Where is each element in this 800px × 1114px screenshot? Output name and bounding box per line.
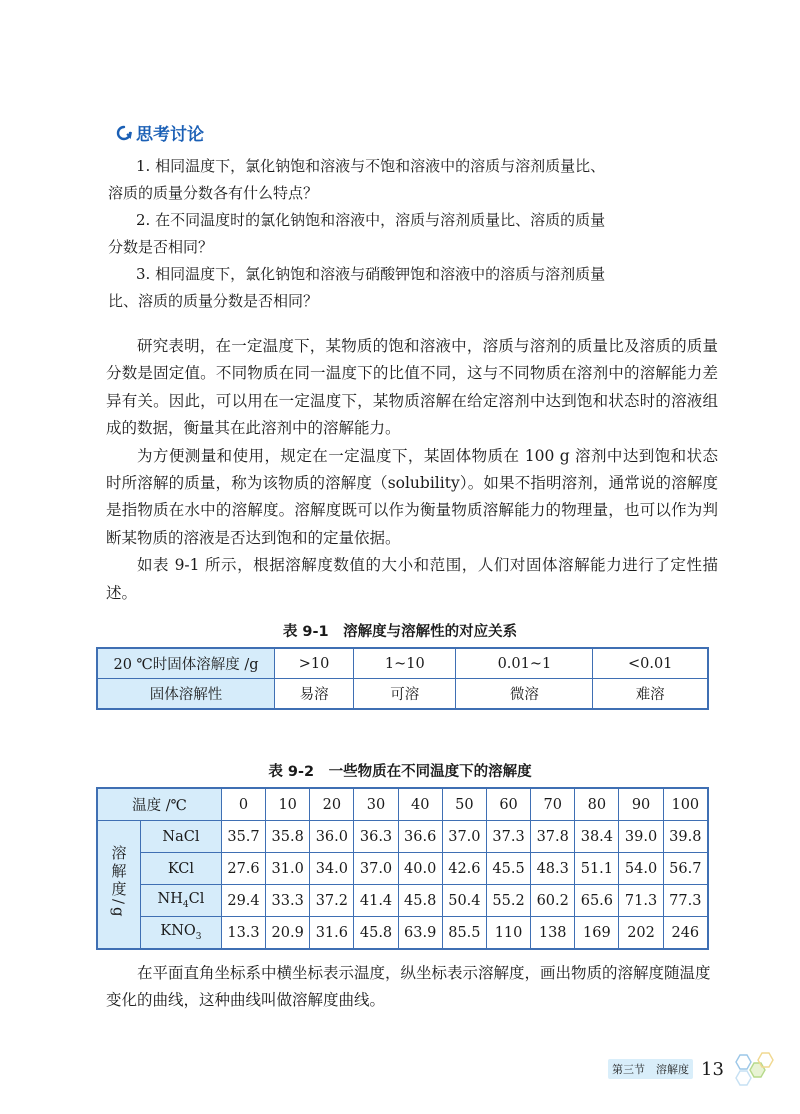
body-text (106, 333, 718, 607)
value-cell: 85.5 (442, 917, 486, 950)
value-cell: 54.0 (619, 853, 663, 885)
value-cell: 20.9 (266, 917, 310, 950)
table-2-header-row (97, 788, 708, 821)
value-cell: 37.3 (486, 821, 530, 853)
discussion-arrow-icon (116, 125, 132, 141)
table-1-row (97, 679, 708, 710)
temp-cell: 100 (663, 788, 708, 821)
page-number: 13 (701, 1058, 724, 1080)
value-cell: 37.2 (310, 885, 354, 917)
temp-cell: 50 (442, 788, 486, 821)
value-cell: 56.7 (663, 853, 708, 885)
table-1-cell: 微溶 (456, 679, 593, 710)
substance-cell: $KNO_3$ (141, 917, 222, 950)
section-label: 第三节 溶解度 (608, 1059, 693, 1079)
table-1-cell: <0.01 (593, 648, 708, 679)
value-cell: 34.0 (310, 853, 354, 885)
value-cell: 31.0 (266, 853, 310, 885)
table-2 (96, 787, 709, 950)
table-1-row (97, 648, 708, 679)
value-cell: 40.0 (398, 853, 442, 885)
value-cell: 36.6 (398, 821, 442, 853)
value-cell: 37.0 (354, 853, 398, 885)
table-1-cell: 难溶 (593, 679, 708, 710)
value-cell: 37.0 (442, 821, 486, 853)
table-1-caption: 表 9-1 溶解度与溶解性的对应关系 (282, 624, 518, 640)
table-1-header-cell: 固体溶解性 (97, 679, 275, 710)
value-cell: 36.0 (310, 821, 354, 853)
temp-cell: 80 (575, 788, 619, 821)
table-1-cell: 易溶 (275, 679, 354, 710)
value-cell: 45.8 (398, 885, 442, 917)
value-cell: 36.3 (354, 821, 398, 853)
value-cell: 48.3 (531, 853, 575, 885)
value-cell: 35.7 (221, 821, 265, 853)
think-discuss-box (108, 120, 718, 315)
value-cell: 37.8 (531, 821, 575, 853)
paragraph-1: 研究表明，在一定温度下，某物质的饱和溶液中，溶质与溶剂的质量比及溶质的质量分数是固定值。不同物质在同一温度下的比值不同，这与不同物质在溶剂中的溶解能力差异有关。因此，可以用在一定温度下，某物质溶解在给定溶剂中达到饱和状态时的溶液组成的数据，衡量其在此溶剂中的溶解能力。 (106, 337, 718, 438)
value-cell: 50.4 (442, 885, 486, 917)
temp-cell: 20 (310, 788, 354, 821)
table-1 (96, 647, 709, 710)
table-2-caption: 表 9-2 一些物质在不同温度下的溶解度 (268, 764, 532, 780)
value-cell: 42.6 (442, 853, 486, 885)
temp-cell: 30 (354, 788, 398, 821)
value-cell: 77.3 (663, 885, 708, 917)
temp-cell: 10 (266, 788, 310, 821)
think-discuss-heading (116, 120, 718, 145)
temp-cell: 60 (486, 788, 530, 821)
substance-cell: KCl (141, 853, 222, 885)
value-cell: 202 (619, 917, 663, 950)
value-cell: 45.8 (354, 917, 398, 950)
substance-cell: NaCl (141, 821, 222, 853)
table-2-row (97, 885, 708, 917)
value-cell: 27.6 (221, 853, 265, 885)
paragraph-2: 为方便测量和使用，规定在一定温度下，某固体物质在 100 g 溶剂中达到饱和状态时所溶解的质量，称为该物质的溶解度（solubility）。如果不指明溶剂，通常说的溶解度是指物质在水中的溶解度。溶解度既可以作为衡量物质溶解能力的物理量，也可以作为判断某物质的溶液是否达到饱和的定量依据。 (106, 446, 718, 547)
value-cell: 38.4 (575, 821, 619, 853)
value-cell: 110 (486, 917, 530, 950)
value-cell: 51.1 (575, 853, 619, 885)
table-1-header-cell: 20 ℃时固体溶解度 /g (97, 648, 275, 679)
paragraph-3: 如表 9-1 所示，根据溶解度数值的大小和范围，人们对固体溶解能力进行了定性描述。 (106, 556, 718, 602)
table-2-row (97, 917, 708, 950)
temp-cell: 90 (619, 788, 663, 821)
value-cell: 138 (531, 917, 575, 950)
value-cell: 39.0 (619, 821, 663, 853)
table-1-cell: 1~10 (354, 648, 456, 679)
question-2: 2. 在不同温度时的氯化钠饱和溶液中，溶质与溶剂质量比、溶质的质量 分数是否相同？ (108, 211, 606, 256)
table-1-cell: 可溶 (354, 679, 456, 710)
temp-cell: 40 (398, 788, 442, 821)
value-cell: 41.4 (354, 885, 398, 917)
question-1: 1. 相同温度下，氯化钠饱和溶液与不饱和溶液中的溶质与溶剂质量比、 溶质的质量分数各有什么特点？ (108, 157, 606, 202)
temp-cell: 70 (531, 788, 575, 821)
closing-paragraph: 在平面直角坐标系中横坐标表示温度，纵坐标表示溶解度，画出物质的溶解度随温度变化的曲线，这种曲线叫做溶解度曲线。 (106, 964, 711, 1010)
value-cell: 65.6 (575, 885, 619, 917)
table-2-row (97, 853, 708, 885)
substance-cell: $NH_4Cl$ (141, 885, 222, 917)
page-footer (608, 1052, 776, 1086)
value-cell: 33.3 (266, 885, 310, 917)
table-1-cell: >10 (275, 648, 354, 679)
table-2-row (97, 821, 708, 853)
value-cell: 13.3 (221, 917, 265, 950)
value-cell: 246 (663, 917, 708, 950)
value-cell: 29.4 (221, 885, 265, 917)
table-1-cell: 0.01~1 (456, 648, 593, 679)
solubility-side-label: 溶解度/g (97, 821, 141, 950)
value-cell: 39.8 (663, 821, 708, 853)
question-3: 3. 相同温度下，氯化钠饱和溶液与硝酸钾饱和溶液中的溶质与溶剂质量 比、溶质的质量分数是否相同？ (108, 265, 606, 310)
value-cell: 31.6 (310, 917, 354, 950)
value-cell: 45.5 (486, 853, 530, 885)
temp-cell: 0 (221, 788, 265, 821)
value-cell: 55.2 (486, 885, 530, 917)
think-discuss-title: 思考讨论 (136, 125, 204, 145)
hexagon-decoration-icon (732, 1052, 776, 1086)
value-cell: 71.3 (619, 885, 663, 917)
value-cell: 169 (575, 917, 619, 950)
value-cell: 63.9 (398, 917, 442, 950)
value-cell: 60.2 (531, 885, 575, 917)
temperature-label: 温度 /℃ (97, 788, 221, 821)
value-cell: 35.8 (266, 821, 310, 853)
